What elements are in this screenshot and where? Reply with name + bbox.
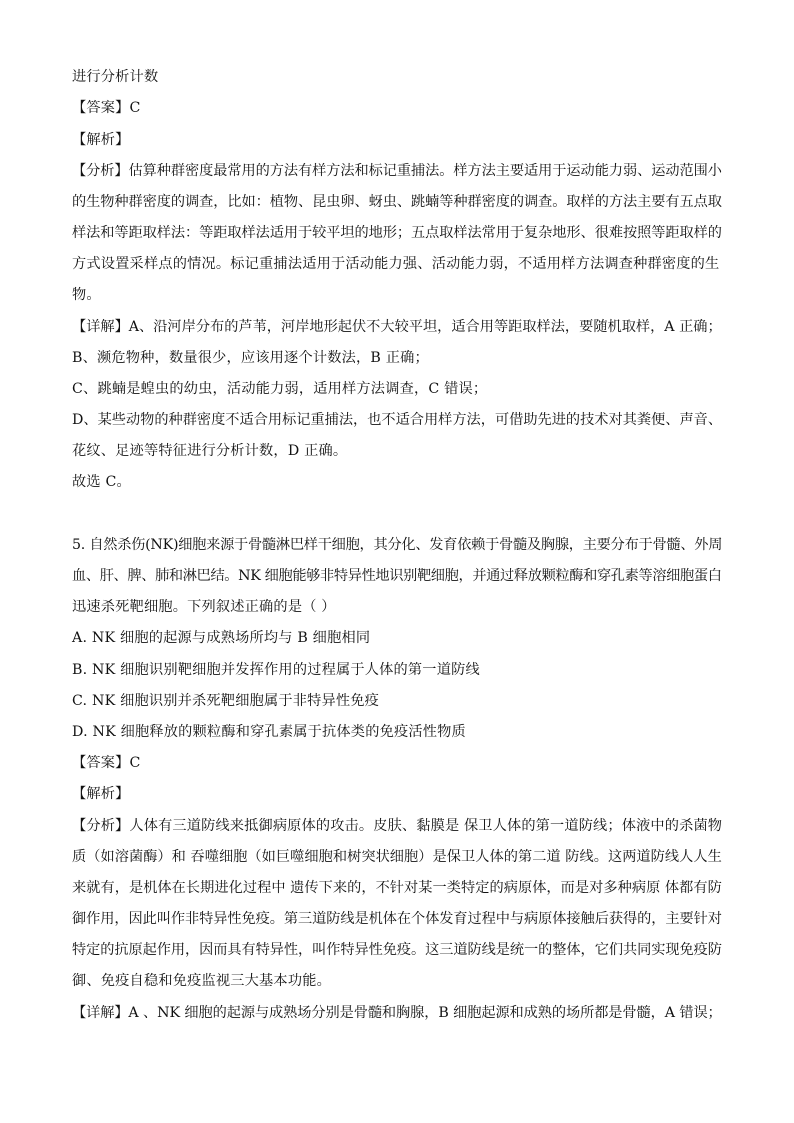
q5-analysis-line: 特定的抗原起作用，因而具有特异性，叫作特异性免疫。这三道防线是统一的整体，它们共同实现免疫防	[72, 942, 722, 958]
q4-analysis-line: 的生物种群密度的调查，比如：植物、昆虫卵、蚜虫、跳蝻等种群密度的调查。取样的方法主要有五点取	[72, 194, 722, 210]
q4-detail-line: 花纹、足迹等特征进行分析计数，D 正确。	[72, 443, 348, 459]
q4-detail-line: D、某些动物的种群密度不适合用标记重捕法，也不适合用样方法，可借助先进的技术对其粪便、声音、	[72, 412, 723, 428]
q4-analysis-heading: 【解析】	[72, 132, 130, 148]
q4-analysis-line: 样法和等距取样法：等距取样法适用于较平坦的地形；五点取样法常用于复杂地形、很难按照等距取样的	[72, 225, 722, 241]
q5-stem-line: 迅速杀死靶细胞。下列叙述正确的是（ ）	[72, 599, 336, 615]
q4-analysis-line: 方式设置采样点的情况。标记重捕法适用于活动能力强、活动能力弱，不适用样方法调查种群密度的生	[72, 256, 720, 272]
q5-analysis-line: 质（如溶菌酶）和 吞噬细胞（如巨噬细胞和树突状细胞）是保卫人体的第二道 防线。这两道防线人人生	[72, 849, 722, 865]
q5-analysis-line: 来就有，是机体在长期进化过程中 遗传下来的，不针对某一类特定的病原体，而是对多种病原 体都有防	[72, 880, 722, 896]
q4-analysis-line: 【分析】估算种群密度最常用的方法有样方法和标记重捕法。样方法主要适用于运动能力弱、运动范围小	[72, 163, 722, 179]
q4-detail-line: 【详解】A、沿河岸分布的芦苇，河岸地形起伏不大较平坦，适合用等距取样法，要随机取样，A 正确；	[72, 319, 722, 335]
q4-detail-line: 故选 C。	[72, 474, 131, 490]
q4-detail-line: C、跳蝻是蝗虫的幼虫，活动能力弱，适用样方法调查，C 错误；	[72, 381, 488, 397]
q4-answer: 【答案】C	[72, 100, 141, 116]
q5-analysis-line: 御、免疫自稳和免疫监视三大基本功能。	[72, 973, 331, 989]
q4-intro-tail: 进行分析计数	[72, 69, 159, 85]
q5-stem-line: 血、肝、脾、肺和淋巴结。NK 细胞能够非特异性地识别靶细胞，并通过释放颗粒酶和穿孔素等溶细胞蛋白	[72, 568, 722, 584]
q5-analysis-line: 【分析】人体有三道防线来抵御病原体的攻击。皮肤、黏膜是 保卫人体的第一道防线；体液中的杀菌物	[72, 818, 723, 834]
q5-detail-line: 【详解】A 、NK 细胞的起源与成熟场分别是骨髓和胸腺，B 细胞起源和成熟的场所都是骨髓，A 错误；	[72, 1005, 722, 1021]
q4-analysis-line: 物。	[72, 287, 101, 303]
q5-option-a: A. NK 细胞的起源与成熟场所均与 B 细胞相同	[72, 630, 371, 646]
q5-option-b: B. NK 细胞识别靶细胞并发挥作用的过程属于人体的第一道防线	[72, 662, 480, 678]
q4-detail-line: B、濒危物种，数量很少，应该用逐个计数法，B 正确；	[72, 350, 429, 366]
q5-analysis-line: 御作用，因此叫作非特异性免疫。第三道防线是机体在个体发育过程中与病原体接触后获得的，主要针对	[72, 911, 722, 927]
q5-stem-line: 5. 自然杀伤(NK)细胞来源于骨髓淋巴样干细胞，其分化、发育依赖于骨髓及胸腺，主要分布于骨髓、外周	[72, 537, 723, 553]
q5-answer: 【答案】C	[72, 755, 141, 771]
q5-option-c: C. NK 细胞识别并杀死靶细胞属于非特异性免疫	[72, 693, 380, 709]
q5-option-d: D. NK 细胞释放的颗粒酶和穿孔素属于抗体类的免疫活性物质	[72, 724, 466, 740]
q5-analysis-heading: 【解析】	[72, 786, 130, 802]
